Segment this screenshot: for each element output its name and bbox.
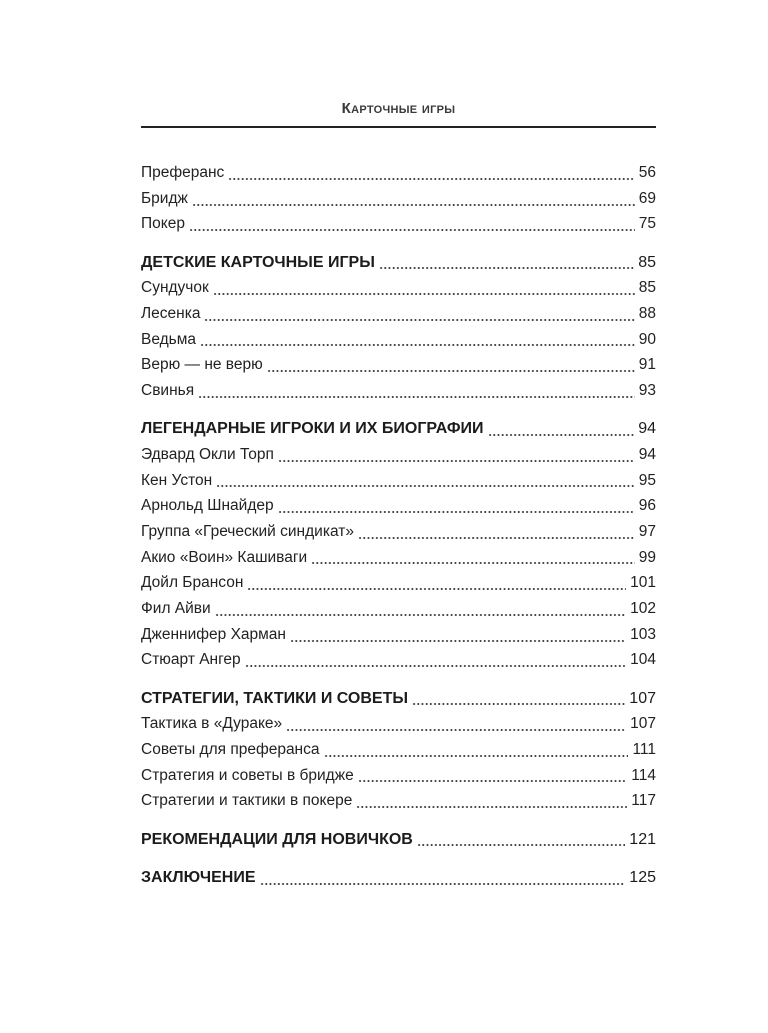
dot-leader [216, 484, 635, 488]
toc-entry[interactable] [141, 763, 656, 789]
toc-entry-title: ЛЕГЕНДАРНЫЕ ИГРОКИ И ИХ БИОГРАФИИ [141, 420, 484, 438]
toc-page-number: 69 [638, 189, 656, 207]
toc-entry-title: Ведьма [141, 330, 197, 348]
toc-entry-title: Акио «Воин» Кашиваги [141, 548, 308, 566]
dot-leader [286, 728, 626, 732]
header-rule [141, 126, 656, 128]
toc-entry[interactable] [141, 737, 656, 763]
toc-page-number: 117 [631, 792, 656, 810]
toc-entry-title: Стюарт Ангер [141, 651, 241, 669]
toc-section-entry[interactable] [141, 416, 656, 442]
toc-page-number: 56 [638, 164, 656, 181]
toc-page-number: 94 [638, 445, 656, 463]
dot-leader [278, 510, 635, 514]
toc-entry[interactable] [141, 352, 656, 378]
toc-entry-title: Преферанс [141, 164, 225, 181]
toc-entry-title: ЗАКЛЮЧЕНИЕ [141, 868, 256, 886]
toc-page-number: 125 [629, 868, 656, 886]
dot-leader [412, 702, 625, 706]
toc-entry-title: Группа «Греческий синдикат» [141, 522, 354, 540]
toc-page-number: 101 [630, 574, 656, 592]
dot-leader [189, 228, 635, 232]
toc-entry-title: Фил Айви [141, 600, 211, 617]
toc-entry-title: Эдвард Окли Торп [141, 445, 274, 463]
toc-page-number: 99 [638, 548, 656, 566]
toc-page-number: 107 [630, 715, 656, 733]
toc-page-number: 97 [638, 522, 656, 540]
toc-entry-title: Тактика в «Дураке» [141, 715, 283, 733]
toc-entry-title: Стратегии и тактики в покере [141, 792, 353, 810]
toc-entry[interactable] [141, 275, 656, 301]
toc-entry[interactable] [141, 186, 656, 212]
dot-leader [228, 177, 634, 181]
dot-leader [215, 613, 626, 617]
toc-page-number: 85 [638, 279, 656, 297]
dot-leader [379, 266, 634, 270]
toc-entry[interactable] [141, 442, 656, 468]
dot-leader [198, 395, 635, 399]
toc-entry-title: Сундучок [141, 279, 209, 297]
toc-entry[interactable] [141, 647, 656, 673]
dot-leader [247, 587, 626, 591]
dot-leader [488, 433, 635, 437]
dot-leader [260, 882, 626, 886]
toc-section-entry[interactable] [141, 827, 656, 853]
dot-leader [245, 664, 626, 668]
dot-leader [200, 343, 635, 347]
toc-page-number: 121 [629, 830, 656, 848]
toc-entry-title: ДЕТСКИЕ КАРТОЧНЫЕ ИГРЫ [141, 253, 375, 271]
toc-entry[interactable] [141, 570, 656, 596]
toc-entry[interactable] [141, 622, 656, 648]
toc-entry-title: Арнольд Шнайдер [141, 497, 274, 515]
dot-leader [267, 369, 635, 373]
toc-entry[interactable] [141, 378, 656, 404]
toc-entry[interactable] [141, 493, 656, 519]
toc-entry[interactable] [141, 327, 656, 353]
toc-entry-title: СТРАТЕГИИ, ТАКТИКИ И СОВЕТЫ [141, 689, 409, 707]
toc-entry-title: Стратегия и советы в бридже [141, 766, 354, 784]
dot-leader [192, 203, 635, 207]
toc-entry-title: Свинья [141, 382, 195, 399]
toc-entry-title: РЕКОМЕНДАЦИИ ДЛЯ НОВИЧКОВ [141, 830, 413, 848]
dot-leader [356, 805, 627, 809]
toc-page-number: 90 [638, 330, 656, 348]
dot-leader [417, 843, 625, 847]
toc-entry[interactable] [141, 160, 656, 186]
dot-leader [213, 292, 635, 296]
toc-page-number: 94 [638, 420, 656, 438]
toc-entry-title: Бридж [141, 189, 188, 207]
toc-page-number: 93 [638, 382, 656, 399]
toc-page-number: 88 [638, 304, 656, 322]
toc-entry[interactable] [141, 711, 656, 737]
toc-page-number: 107 [629, 689, 656, 707]
toc-page-number: 95 [638, 471, 656, 489]
toc-page-number: 96 [638, 497, 656, 515]
dot-leader [278, 459, 635, 463]
dot-leader [358, 536, 635, 540]
toc-page-number: 114 [631, 766, 656, 784]
toc-page-number: 103 [630, 625, 656, 643]
dot-leader [204, 318, 634, 322]
toc-entry-title: Верю — не верю [141, 356, 263, 374]
toc-entry-title: Дженнифер Харман [141, 625, 286, 643]
toc-entry[interactable] [141, 545, 656, 571]
toc-page-number: 75 [638, 215, 656, 233]
toc-page-number: 104 [630, 651, 656, 669]
toc-entry-title: Советы для преферанса [141, 740, 320, 758]
toc-page-number: 85 [638, 253, 656, 271]
toc-section-entry[interactable] [141, 865, 656, 891]
table-of-contents [141, 160, 656, 890]
running-head: Карточные игры [341, 100, 456, 117]
dot-leader [311, 561, 635, 565]
toc-section-entry[interactable] [141, 250, 656, 276]
toc-entry[interactable] [141, 788, 656, 814]
toc-entry[interactable] [141, 519, 656, 545]
toc-entry-title: Лесенка [141, 304, 201, 322]
toc-entry[interactable] [141, 211, 656, 237]
toc-page-number: 91 [638, 356, 656, 374]
dot-leader [290, 639, 626, 643]
dot-leader [358, 779, 628, 783]
toc-page-number: 102 [630, 600, 656, 617]
toc-entry-title: Дойл Брансон [141, 574, 244, 592]
toc-entry-title: Кен Устон [141, 471, 213, 489]
toc-entry[interactable] [141, 468, 656, 494]
toc-entry-title: Покер [141, 215, 185, 233]
toc-entry[interactable] [141, 596, 656, 622]
toc-entry[interactable] [141, 301, 656, 327]
dot-leader [324, 754, 629, 758]
toc-section-entry[interactable] [141, 686, 656, 712]
toc-page-number: 111 [632, 740, 656, 758]
